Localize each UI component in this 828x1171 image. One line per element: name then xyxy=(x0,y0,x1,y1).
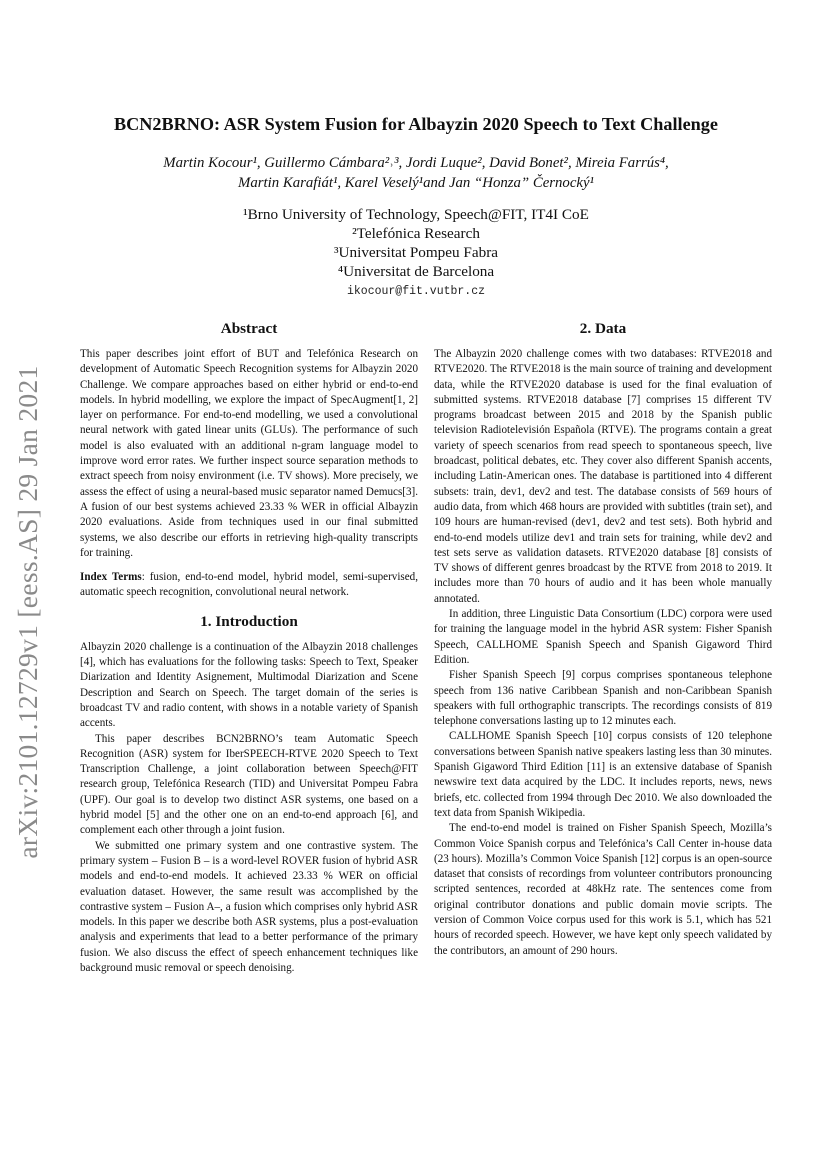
right-column xyxy=(434,320,772,959)
affiliation-2: ²Telefónica Research xyxy=(352,225,480,242)
data-paragraph-4: CALLHOME Spanish Speech [10] corpus consists of 120 telephone conversations between Spanish native speakers lasting less than 30 minutes. Spanish Gigaword Third Edition [11] is an extensive database of Spanish newswire text data acquired by the LDC. It includes reports, news, news briefs, etc. collected from 1994 through Dec 2010. We also downloaded the text data from Spanish Wikipedia. xyxy=(434,730,772,819)
authors-line-2: Martin Karafiát¹, Karel Veselý¹and Jan “Honza” Černocký¹ xyxy=(238,175,594,191)
intro-paragraph-3: We submitted one primary system and one contrastive system. The primary system – Fusion B – is a word-level ROVER fusion of hybrid ASR models and end-to-end models. It achieved 23.33 % WER on official evaluation dataset. However, the same result was accomplished by the contrastive system – Fusion A–, a fusion which comprises only hybrid ASR models. In this paper we describe both ASR systems, plus a post-evaluation analysis and experiments that lead to a better performance of the primary fusion. We also discuss the effect of speech enhancement techniques like background music removal or speech denoising. xyxy=(80,839,418,974)
affiliation-4: ⁴Universitat de Barcelona xyxy=(337,263,495,280)
abstract-heading: Abstract xyxy=(220,320,278,337)
data-paragraph-1: The Albayzin 2020 challenge comes with two databases: RTVE2018 and RTVE2020. The RTVE2018 is the main source of training and development data, while the RTVE2020 database is used for the final evaluation of submitted systems. RTVE2018 database [7] comprises 15 different TV programs broadcast between 2015 and 2018 by the Spanish public television Radiotelevisión Española (RTVE). The programs contain a great variety of speech scenarios from read speech to spontaneous speech, live broadcast, political debates, etc. They cover also different Spanish accents, including Latin-American ones. The database is partitioned into 4 different subsets: train, dev1, dev2 and test. The database consists of 569 hours of audio data, from which 468 hours are provided with subtitles (train set), and 109 hours are human-revised (dev1, dev2 and test sets). Both hybrid and end-to-end models utilize dev1 and train sets for training, while dev2 and test sets serve as validation datasets. RTVE2020 database [8] consists of TV shows of different genres broadcast by the RTVE from 2018 to 2019. It includes more than 70 hours of audio and it has been whole manually annotated. xyxy=(434,348,772,605)
data-paragraph-3: Fisher Spanish Speech [9] corpus comprises spontaneous telephone speech from 136 native Caribbean Spanish and non-Caribbean Spanish speakers with full orthographic transcripts. The recordings consists of 819 telephone conversations lasting up to 12 minutes each. xyxy=(434,669,772,728)
data-paragraph-2: In addition, three Linguistic Data Consortium (LDC) corpora were used for training the language model in the hybrid ASR system: Fisher Spanish Speech, CALLHOME Spanish Speech and Spanish Gigaword Third Edition. xyxy=(434,608,772,666)
contact-email[interactable]: ikocour@fit.vutbr.cz xyxy=(346,285,486,298)
data-paragraph-5: The end-to-end model is trained on Fisher Spanish Speech, Mozilla’s Common Voice Spanish corpus and Telefónica’s Call Center in-house data (23 hours). Mozilla’s Common Voice Spanish [12] corpus is an open-source dataset that consists of recordings from volunteer contributors pronouncing scripted sentences, recorded at 48kHz rate. The sentences come from original contributor donations and public domain movie scripts. The version of Common Voice corpus used for this work is 5.1, which has 521 hours of recorded speech. However, we have kept only speech validated by the contributors, an amount of 290 hours. xyxy=(434,822,772,957)
intro-paragraph-2: This paper describes BCN2BRNO’s team Automatic Speech Recognition (ASR) system for IberSPEECH-RTVE 2020 Speech to Text Transcription Challenge, a joint collaboration between Speech@FIT research group, Telefónica Research (TID) and Universitat Pompeu Fabra (UPF). Our goal is to develop two distinct ASR systems, one based on a hybrid model [5] and the other one on an end-to-end approach [6], and complement each other through a joint fusion. xyxy=(80,732,418,837)
left-column xyxy=(80,320,418,976)
index-terms-label: Index Terms xyxy=(80,571,142,584)
affiliation-1: ¹Brno University of Technology, Speech@FIT, IT4I CoE xyxy=(243,206,589,223)
abstract-text: This paper describes joint effort of BUT and Telefónica Research on development of Automatic Speech Recognition systems for Albayzin 2020 Challenge. We compare approaches based on either hybrid or end-to-end models. In hybrid modelling, we explore the impact of SpecAugment[1, 2] layer on performance. For end-to-end modelling, we used a convolutional neural network with gated linear units (GLUs). The performance of such model is also evaluated with an additional n-gram language model to improve word error rates. We further inspect source separation methods to extract speech from noisy environment (i.e. TV shows). More precisely, we assess the effect of using a neural-based music separator named Demucs[3]. A fusion of our best systems achieved 23.33 % WER in official Albayzin 2020 evaluations. Aside from techniques used in our final submitted systems, we also describe our efforts in retrieving high-quality transcripts for training. xyxy=(80,348,418,559)
arxiv-identifier: arXiv:2101.12729v1 [eess.AS] 29 Jan 2021 xyxy=(12,365,43,859)
index-terms-text: : fusion, end-to-end model, hybrid model, semi-supervised, automatic speech recognition, convolutional neural network. xyxy=(80,571,418,599)
affiliations xyxy=(180,205,652,281)
index-terms xyxy=(80,570,418,601)
introduction-heading: 1. Introduction xyxy=(200,612,298,630)
authors-line-1: Martin Kocour¹, Guillermo Cámbara²˒³, Jordi Luque², David Bonet², Mireia Farrús⁴, xyxy=(163,155,669,171)
affiliation-3: ³Universitat Pompeu Fabra xyxy=(334,244,498,261)
author-list xyxy=(80,153,752,193)
data-heading: 2. Data xyxy=(579,320,627,337)
intro-paragraph-1: Albayzin 2020 challenge is a continuation of the Albayzin 2018 challenges [4], which has evaluations for the following tasks: Speech to Text, Speaker Diarization and Identity Asignement, Multimodal Diarization and Scene Description and Search on Speech. The target domain of the series is broadcast TV and radio content, with shows in a notable variety of Spanish accents. xyxy=(80,640,418,730)
paper-title: BCN2BRNO: ASR System Fusion for Albayzin 2020 Speech to Text Challenge xyxy=(114,114,718,134)
